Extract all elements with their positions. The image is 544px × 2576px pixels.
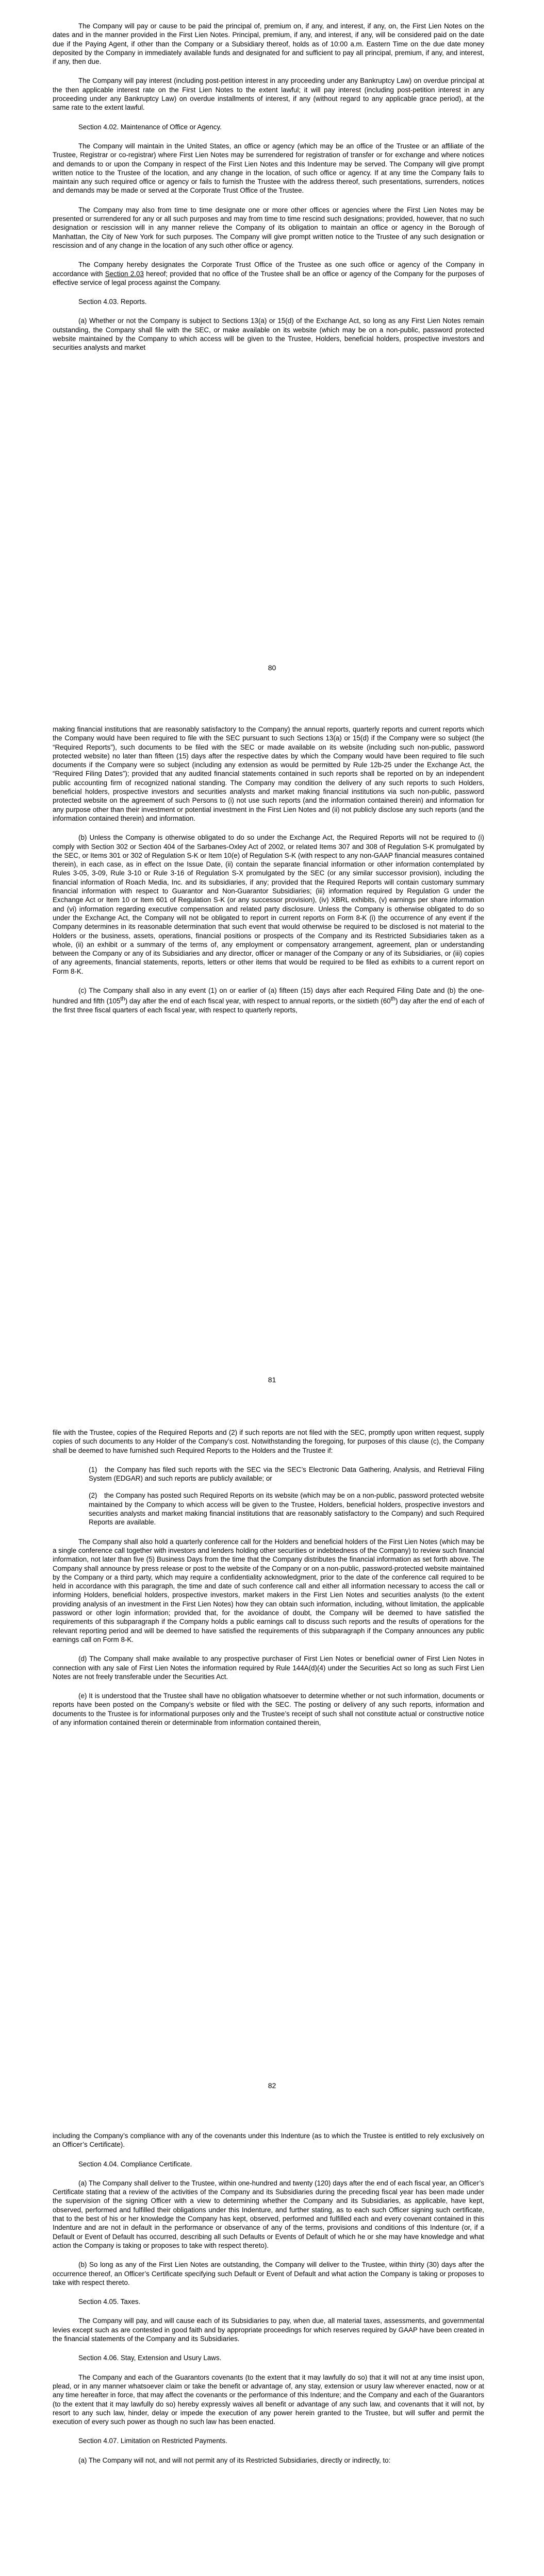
section-heading-4-07: Section 4.07. Limitation on Restricted Payments. xyxy=(78,2437,227,2445)
designation-text-cont: hereof; provided that no office of the Trustee shall be an office or agency of the Company for the purposes of effective service of legal process against the Company. xyxy=(53,269,484,286)
paragraph-reports-d: (d) The Company shall make available to any prospective purchaser of First Lien Notes or beneficial owner of First Lien Notes in connection with any sale of First Lien Notes the information required by Rule 144A(d)(4) under the Securities Act so long as such First Lien Notes are not freely transferable under the Securities Act. xyxy=(53,1655,484,1681)
paragraph-reports-c-cont: file with the Trustee, copies of the Required Reports and (2) if such reports are not filed with the SEC, promptly upon written request, supply copies of such documents to any Holder of the Company’s cost. Notwithstanding the foregoing, for purposes of this clause (c), the Company shall be deemed to have furnished such Required Reports to the Holders and the Trustee if: xyxy=(53,1429,484,1454)
paragraph-overdue-interest: The Company will pay interest (including post-petition interest in any proceeding under any Bankruptcy Law) on overdue principal at the then applicable interest rate on the First Lien Notes to the extent lawful; it will pay interest (including post-petition interest in any proceeding under any Bankruptcy Law) on overdue installments of interest, if any (without regard to any applicable grace period), at the same rate to the extent lawful. xyxy=(53,77,484,112)
paragraph-reports-e-cont: including the Company’s compliance with any of the covenants under this Indenture (as to which the Trustee is entitled to rely exclusively on an Officer’s Certificate). xyxy=(53,2132,484,2149)
list-item-number: (1) xyxy=(89,1465,97,1473)
paragraph-designation xyxy=(53,260,484,287)
paragraph-other-offices: The Company may also from time to time designate one or more other offices or agencies where the First Lien Notes may be presented or surrendered for any or all such purposes and may from time to time rescind such designations; provided, however, that no such designation or rescission will in any manner relieve the Company of its obligation to maintain an office or agency in the Borough of Manhattan, the City of New York for such purposes. The Company will give prompt written notice to the Trustee of any such designation or rescission and of any change in the location of any such other office or agency. xyxy=(53,206,484,249)
paragraph-taxes: The Company will pay, and will cause each of its Subsidiaries to pay, when due, all material taxes, assessments, and governmental levies except such as are contested in good faith and by appropriate proceedings for which reserves required by GAAP have been created in the financial statements of the Company and its Subsidiaries. xyxy=(53,2317,484,2343)
paragraph-maintain-office: The Company will maintain in the United States, an office or agency (which may be an office of the Trustee or an affiliate of the Trustee, Registrar or co-registrar) where First Lien Notes may be surrendered for registration of transfer or for exchange and where notices and demands to or upon the Company in respect of the First Lien Notes and this Indenture may be served. The Company will give prompt written notice to the Trustee of the location, and any change in the location, of such office or agency. If at any time the Company fails to maintain any such required office or agency or fails to furnish the Trustee with the address thereof, such presentations, surrenders, notices and demands may be made or served at the Corporate Trust Office of the Trustee. xyxy=(53,142,484,195)
list-item-text: the Company has posted such Required Reports on its website (which may be on a non-public, password protected website maintained by the Company to which access will be given to the Trustee, Holders, beneficial holders, prospective investors and securities analysts and market making financial institutions that are reasonably satisfactory to the Company) and such Required Reports are available. xyxy=(89,1492,484,1527)
page-number: 81 xyxy=(268,1376,276,1384)
paragraph-reports-c xyxy=(53,986,484,1014)
section-heading-4-05: Section 4.05. Taxes. xyxy=(78,2298,141,2306)
superscript-th-2: th xyxy=(390,996,395,1003)
paragraph-reports-b: (b) Unless the Company is otherwise obligated to do so under the Exchange Act, the Required Reports will not be required to (i) comply with Section 302 or Section 404 of the Sarbanes-Oxley Act of 2002, or related Items 307 and 308 of Regulation S-K promulgated by the SEC, or Items 301 or 302 of Regulation S-K or Item 10(e) of Regulation S-K (with respect to any non-GAAP financial measures contained therein), in each case, as in effect on the Issue Date, (ii) contain the separate financial information or other information contemplated by Rules 3-05, 3-09, Rule 3-10 or Rule 3-16 of Regulation S-X promulgated by the SEC (or any similar successor provision), including the financial information of Roach Media, Inc. and its subsidiaries, if any; provided that the Required Reports will contain customary summary financial information with respect to Guarantor and Non-Guarantor Subsidiaries; (iii) information required by Regulation G under the Exchange Act or Item 10 or Item 601 of Regulation S-K (or any successor provision), (iv) XBRL exhibits, (v) earnings per share information and (vi) information regarding executive compensation and related party disclosure. Unless the Company is otherwise obligated to do so under the Exchange Act, the Company will not be obligated to report in current reports on Form 8-K (i) the occurrence of any event if the Company determines in its reasonable determination that such event that would otherwise be required to be disclosed is not material to the Holders or the business, assets, operations, financial positions or prospects of the Company and its Restricted Subsidiaries taken as a whole, (ii) an exhibit or a summary of the terms of, any employment or compensatory arrangement, agreement, plan or understanding between the Company or any of its Subsidiaries and any director, officer or manager of the Company or any of its Subsidiaries, or (iii) copies of any agreements, financial statements, reports, letters or other items that would be required to be filed as exhibits to a current report on Form 8-K. xyxy=(53,834,484,975)
section-heading-4-04: Section 4.04. Compliance Certificate. xyxy=(78,2160,192,2168)
paragraph-reports-a: (a) Whether or not the Company is subject to Sections 13(a) or 15(d) of the Exchange Act, so long as any First Lien Notes remain outstanding, the Company shall file with the SEC, or make available on its website (which may be on a non-public, password protected website maintained by the Company to which access will be given to the Trustee, Holders, beneficial holders, prospective investors and securities analysts and market xyxy=(53,317,484,352)
paragraph-reports-a-cont: making financial institutions that are reasonably satisfactory to the Company) the annual reports, quarterly reports and current reports which the Company would have been required to file with the SEC pursuant to such Sections 13(a) or 15(d) if the Company were so subject (the “Required Reports”), such documents to be filed with the SEC or made available on its website (including such non-public, password protected website) no later than fifteen (15) days after the respective dates by which the Company would have been required to file such documents if the Company were so subject (including any extension as would be permitted by Rule 12b-25 under the Exchange Act, the “Required Filing Dates”); provided that any audited financial statements contained in such reports shall be reported on by an independent public accounting firm of recognized national standing. The Company may condition the delivery of any such reports to such Holders, beneficial holders, prospective investors and securities analysts and market making financial institutions via such non-public, password protected website on the agreement of such Persons to (i) not use such reports (and the information contained therein) and information for any purpose other than their investment or potential investment in the First Lien Notes and (ii) not publicly disclose any such reports (and the information contained therein) and information. xyxy=(53,725,484,822)
reports-c-text-1: (c) The Company shall also in any event (1) on or earlier of (a) fifteen (15) days after each Required Filing Date and (b) the one-hundred and fifth (105 xyxy=(53,987,484,1005)
paragraph-restricted-payments-a: (a) The Company will not, and will not permit any of its Restricted Subsidiaries, directly or indirectly, to: xyxy=(78,2456,391,2464)
page-number: 82 xyxy=(268,2081,276,2090)
page-number: 80 xyxy=(268,664,276,672)
reports-c-text-3: ) day after the end of each of the first three fiscal quarters of each fiscal year, with respect to quarterly reports, xyxy=(53,997,485,1014)
list-item-1 xyxy=(89,1465,484,1483)
deemed-furnished-list xyxy=(89,1465,484,1527)
paragraph-reports-e: (e) It is understood that the Trustee shall have no obligation whatsoever to determine whether or not such information, documents or reports have been posted on the Company’s website or filed with the SEC. The posting or delivery of any such reports, information and documents to the Trustee is for informational purposes only and the Trustee’s receipt of such shall not constitute actual or constructive notice of any information contained therein or determinable from information contained therein, xyxy=(53,1692,484,1727)
paragraph-stay-extension: The Company and each of the Guarantors covenants (to the extent that it may lawfully do so) that it will not at any time insist upon, plead, or in any manner whatsoever claim or take the benefit or advantage of, any stay, extension or usury law wherever enacted, now or at any time hereafter in force, that may affect the covenants or the performance of this Indenture; and the Company and each of the Guarantors (to the extent that it may lawfully do so) hereby expressly waives all benefit or advantage of any such law, and covenants that it will not, by resort to any such law, hinder, delay or impede the execution of any power herein granted to the Trustee, but will suffer and permit the execution of every such power as though no such law has been enacted. xyxy=(53,2373,484,2426)
section-heading-4-06: Section 4.06. Stay, Extension and Usury Laws. xyxy=(78,2354,222,2362)
paragraph-compliance-a: (a) The Company shall deliver to the Trustee, within one-hundred and twenty (120) days after the end of each fiscal year, an Officer’s Certificate stating that a review of the activities of the Company and its Subsidiaries during the preceding fiscal year has been made under the supervision of the signing Officer with a view to determining whether the Company and its Subsidiaries, as applicable, have kept, observed, performed and fulfilled their obligations under this Indenture, and further stating, as to each such Officer signing such certificate, that to the best of his or her knowledge the Company has kept, observed, performed and fulfilled each and every covenant contained in this Indenture and are not in default in the performance or observance of any of the terms, provisions and conditions of this Indenture (or, if a Default or Event of Default has occurred, describing all such Defaults or Events of Default of which he or she may have knowledge and what action the Company is taking or proposes to take with respect thereto). xyxy=(53,2179,484,2249)
section-heading-4-03: Section 4.03. Reports. xyxy=(78,298,147,306)
section-2-03-link[interactable]: Section 2.03 xyxy=(105,269,144,278)
paragraph-conference-call: The Company shall also hold a quarterly conference call for the Holders and beneficial holders of the First Lien Notes (which may be a single conference call together with investors and lenders holding other securities or indebtedness of the Company) to review such financial information, not later than five (5) Business Days from the time that the Company distributes the financial information as set forth above. The Company shall announce by press release or post to the website of the Company or on a non-public, password-protected website maintained by the Company or a third party, which may require a confidentiality acknowledgment, prior to the date of the conference call required to be held in accordance with this paragraph, the time and date of such conference call and either all information necessary to access the call or informing Holders, beneficial holders, prospective investors, market makers in the First Lien Notes and securities analysts (to the extent providing analysis of an investment in the First Lien Notes) how they can obtain such information, including, without limitation, the applicable password or other login information; provided that, for the avoidance of doubt, the Company will be deemed to have satisfied the requirements of this subparagraph if the Company holds a public earnings call to discuss such reports and the results of operations for the relevant reporting period and will be deemed to have satisfied the requirements of this subparagraph if the Company announces any public earnings call on Form 8-K. xyxy=(53,1537,484,1643)
section-heading-4-02: Section 4.02. Maintenance of Office or Agency. xyxy=(78,123,222,131)
list-item-text: the Company has filed such reports with the SEC via the SEC’s Electronic Data Gathering, Analysis, and Retrieval Filing System (EDGAR) and such reports are publicly available; or xyxy=(89,1465,484,1483)
list-item-number: (2) xyxy=(89,1492,97,1500)
document-page-83 xyxy=(0,2110,544,2576)
list-item-2 xyxy=(89,1491,484,1527)
reports-c-text-2: ) day after the end of each fiscal year, with respect to annual reports, or the sixtieth (60 xyxy=(125,997,391,1005)
superscript-th-1: th xyxy=(120,996,125,1003)
paragraph-compliance-b: (b) So long as any of the First Lien Notes are outstanding, the Company will deliver to the Trustee, within thirty (30) days after the occurrence thereof, an Officer’s Certificate specifying such Default or Event of Default and what action the Company is taking or proposes to take with respect thereto. xyxy=(53,2261,484,2286)
designation-text: The Company hereby designates the Corporate Trust Office of the Trustee as one such office or agency of the Company in accordance with xyxy=(53,261,484,278)
document-page-80 xyxy=(0,0,544,703)
paragraph-payment-of-notes: The Company will pay or cause to be paid the principal of, premium on, if any, and interest, if any, on, the First Lien Notes on the dates and in the manner provided in the First Lien Notes. Principal, premium, if any, and interest, if any, will be considered paid on the date due if the Paying Agent, if other than the Company or a Subsidiary thereof, holds as of 10:00 a.m. Eastern Time on the due date money deposited by the Company in immediately available funds and designated for and sufficient to pay all principal, premium, if any, and interest, if any, then due. xyxy=(53,22,484,66)
document-page-81 xyxy=(0,703,544,1406)
document-page-82 xyxy=(0,1406,544,2110)
